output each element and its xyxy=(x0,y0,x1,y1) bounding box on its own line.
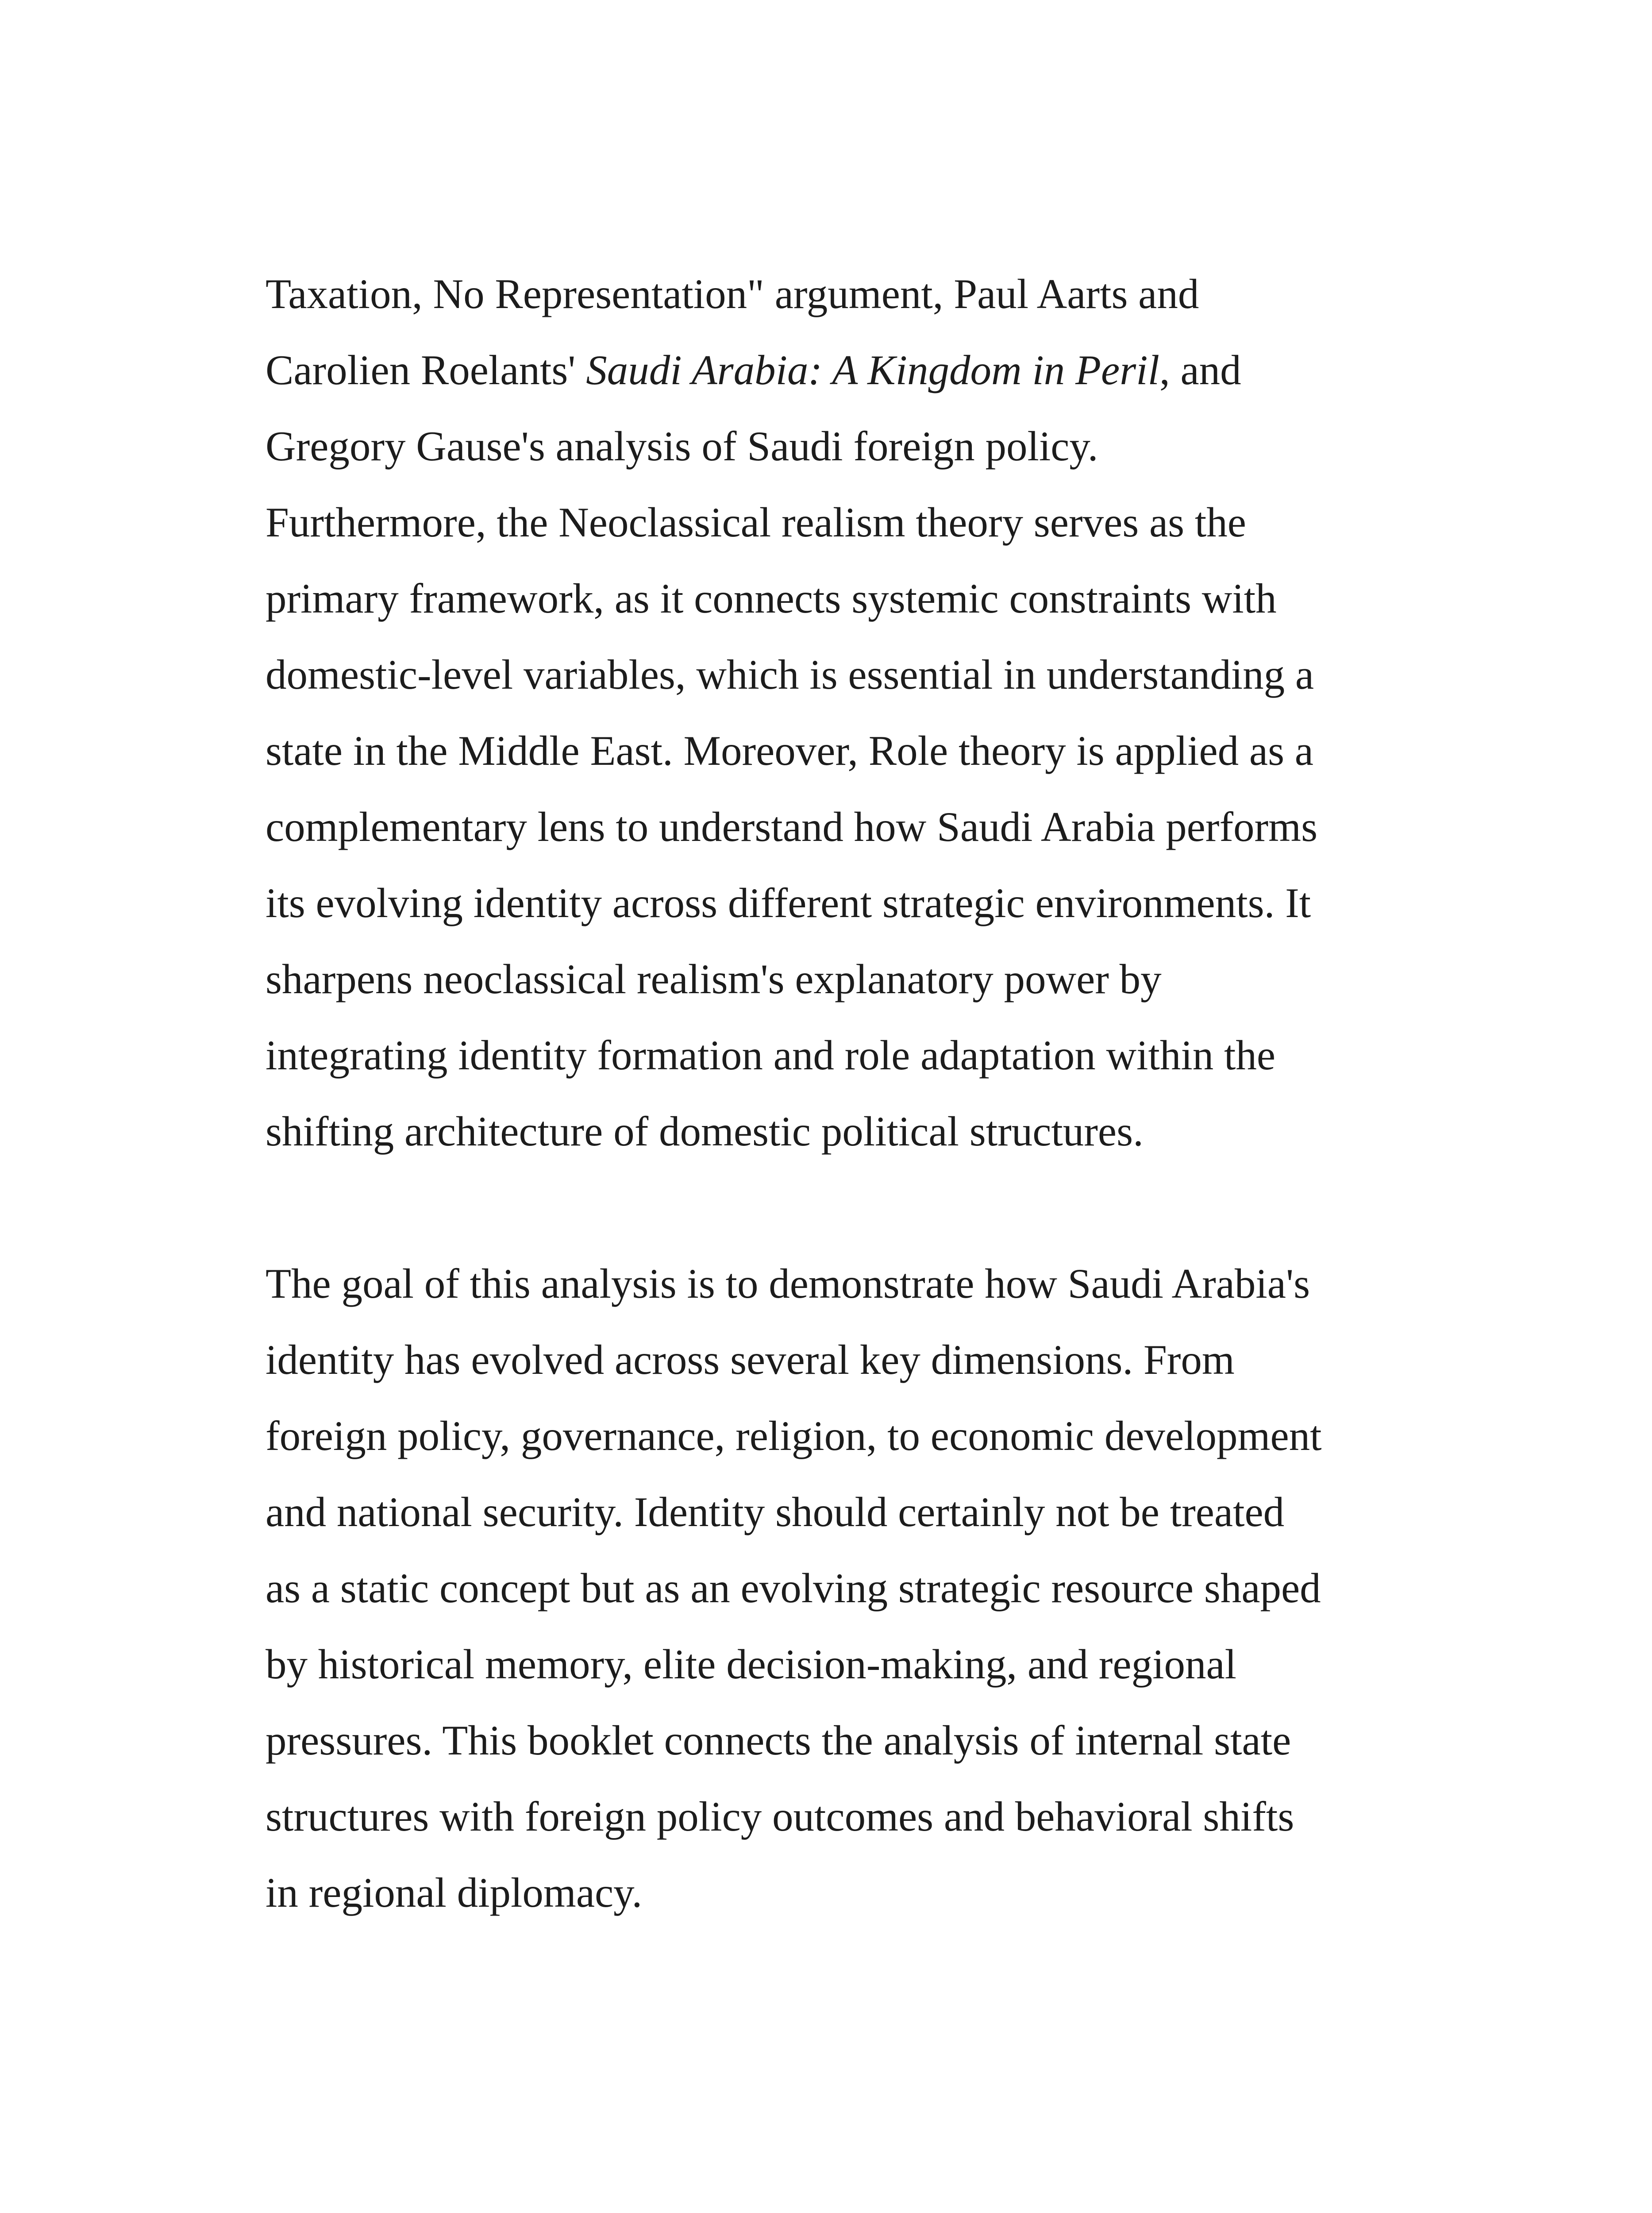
text-segment: Furthermore, the Neoclassical realism theory serves as the xyxy=(266,499,1246,546)
body-paragraph xyxy=(266,1245,1381,1931)
text-line xyxy=(266,1017,1381,1093)
text-segment: shifting architecture of domestic political structures. xyxy=(266,1108,1144,1155)
text-segment: , and xyxy=(1159,347,1241,393)
text-segment: Taxation, No Representation" argument, Paul Aarts and xyxy=(266,270,1199,317)
text-line xyxy=(266,636,1381,713)
text-segment: its evolving identity across different strategic environments. It xyxy=(266,879,1311,926)
text-line xyxy=(266,560,1381,636)
text-segment: identity has evolved across several key dimensions. From xyxy=(266,1336,1235,1383)
text-line xyxy=(266,1778,1381,1854)
text-line xyxy=(266,1322,1381,1398)
text-line xyxy=(266,1854,1381,1931)
text-segment: pressures. This booklet connects the analysis of internal state xyxy=(266,1717,1291,1764)
text-segment: in regional diplomacy. xyxy=(266,1869,643,1916)
text-line xyxy=(266,941,1381,1017)
text-line xyxy=(266,865,1381,941)
body-paragraph xyxy=(266,256,1381,1169)
text-line xyxy=(266,1398,1381,1474)
text-segment: state in the Middle East. Moreover, Role theory is applied as a xyxy=(266,727,1313,774)
text-segment: Carolien Roelants' xyxy=(266,347,586,393)
text-line xyxy=(266,332,1381,408)
text-segment: domestic-level variables, which is essential in understanding a xyxy=(266,651,1314,698)
text-line xyxy=(266,1626,1381,1702)
text-line xyxy=(266,1093,1381,1169)
text-segment: by historical memory, elite decision-making, and regional xyxy=(266,1641,1237,1688)
text-line xyxy=(266,1550,1381,1626)
text-segment: complementary lens to understand how Saudi Arabia performs xyxy=(266,803,1318,850)
text-segment: The goal of this analysis is to demonstrate how Saudi Arabia's xyxy=(266,1260,1310,1307)
text-line xyxy=(266,789,1381,865)
text-line xyxy=(266,484,1381,560)
text-line xyxy=(266,713,1381,789)
text-line xyxy=(266,256,1381,332)
text-segment: sharpens neoclassical realism's explanatory power by xyxy=(266,956,1162,1002)
text-segment: as a static concept but as an evolving strategic resource shaped xyxy=(266,1565,1321,1612)
text-line xyxy=(266,1474,1381,1550)
text-segment: foreign policy, governance, religion, to economic development xyxy=(266,1412,1322,1459)
italic-title-segment: Saudi Arabia: A Kingdom in Peril xyxy=(586,347,1159,393)
text-line xyxy=(266,408,1381,484)
text-segment: primary framework, as it connects systemic constraints with xyxy=(266,575,1277,622)
text-segment: integrating identity formation and role adaptation within the xyxy=(266,1032,1276,1079)
text-segment: and national security. Identity should certainly not be treated xyxy=(266,1488,1285,1535)
text-segment: Gregory Gause's analysis of Saudi foreign policy. xyxy=(266,423,1098,470)
text-segment: structures with foreign policy outcomes and behavioral shifts xyxy=(266,1793,1294,1840)
text-line xyxy=(266,1245,1381,1322)
text-line xyxy=(266,1702,1381,1778)
